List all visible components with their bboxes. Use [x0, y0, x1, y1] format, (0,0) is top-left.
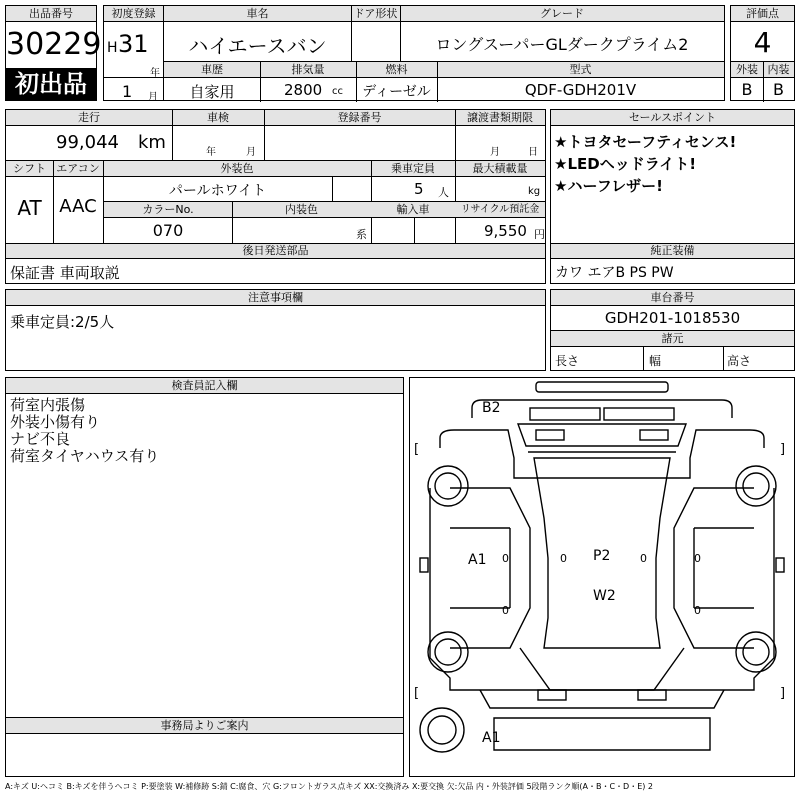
notes-text: 乗車定員:2/5人 — [10, 313, 115, 331]
max-load-unit: kg — [528, 186, 541, 197]
bracket-left-bottom: [ — [414, 686, 420, 701]
front-bumper-right — [638, 690, 666, 700]
height-label: 高さ — [727, 354, 752, 368]
max-load-header: 最大積載量 — [455, 161, 545, 177]
left-side — [430, 488, 470, 690]
selling-point-2: ★LEDヘッドライト! — [554, 155, 697, 173]
interior-header: 内装 — [763, 62, 794, 78]
displacement-unit: cc — [332, 86, 343, 97]
reg-no-header: 登録番号 — [264, 110, 455, 126]
zero-mark-1: 0 — [502, 552, 509, 565]
selling-points-box — [550, 109, 795, 259]
later-parts: 保証書 車両取説 — [10, 264, 120, 282]
transfer-month-unit: 月 — [490, 147, 500, 158]
options-header: 純正装備 — [551, 244, 794, 258]
zero-mark-6: 0 — [694, 604, 701, 617]
score-box — [730, 5, 795, 101]
notes-header: 注意事項欄 — [6, 290, 545, 306]
bracket-right-top: ] — [780, 442, 786, 457]
model-header: 型式 — [437, 62, 724, 78]
first-registration-box — [103, 5, 164, 101]
door-header: ドア形状 — [351, 6, 400, 22]
vehicle-history: 自家用 — [189, 83, 235, 101]
wheel-rear-right — [736, 466, 776, 506]
damage-label-b2: B2 — [482, 400, 501, 416]
year-unit: 年 — [150, 68, 160, 79]
chassis-box — [550, 289, 795, 371]
grade: ロングスーパーGLダークプライム2 — [435, 35, 689, 54]
mileage-value: 99,044 — [56, 132, 119, 153]
fuel-type: ディーゼル — [362, 84, 431, 100]
body-upper — [440, 430, 764, 478]
capacity-value: 5 — [414, 180, 424, 198]
front-bumper-left — [538, 690, 566, 700]
recycle-header: リサイクル預託金 — [455, 202, 545, 218]
selling-point-1: ★トヨタセーフティセンス! — [554, 133, 737, 151]
exterior-color: パールホワイト — [168, 183, 267, 199]
inspector-header: 検査員記入欄 — [6, 378, 403, 394]
zero-mark-3: 0 — [560, 552, 567, 565]
registration-month: 1 — [122, 82, 133, 101]
score-header: 評価点 — [731, 6, 794, 22]
damage-legend: A:キズ U:ヘコミ B:キズを伴うヘコミ P:要塗装 W:補修跡 S:錆 C:腐食、穴 G:フロントガラス点キズ XX:交換済み X:要交換 欠:欠品 内・外装評価 5段階ランク順(A・B・C・D・E) 2 — [5, 782, 654, 791]
ac-type: AAC — [59, 196, 97, 217]
notes-box — [5, 289, 546, 371]
front-hood — [520, 648, 684, 690]
transfer-day-unit: 日 — [528, 147, 538, 158]
rear-outline — [472, 400, 732, 418]
int-color-header: 内装色 — [232, 202, 371, 218]
selling-points-header: セールスポイント — [551, 110, 794, 126]
office-header: 事務局よりご案内 — [6, 718, 403, 734]
right-side — [734, 488, 774, 690]
rear-bumper-top — [536, 382, 668, 392]
exterior-header: 外装 — [731, 62, 763, 78]
interior-score: B — [773, 80, 784, 99]
zero-mark-2: 0 — [502, 604, 509, 617]
fuel-header: 燃料 — [356, 62, 437, 78]
rear-door-right — [604, 408, 674, 420]
registration-year: 31 — [118, 30, 149, 58]
options-box — [550, 258, 795, 284]
wheel-front-right — [736, 632, 776, 672]
wheel-rear-left — [428, 466, 468, 506]
displacement-header: 排気量 — [260, 62, 356, 78]
inspection-header: 車検 — [172, 110, 264, 126]
history-header: 車歴 — [164, 62, 260, 78]
inspector-note-2: 外装小傷有り — [10, 413, 101, 431]
mileage-header: 走行 — [6, 110, 172, 126]
damage-label-a1-side: A1 — [468, 552, 487, 568]
grade-header: グレード — [400, 6, 724, 22]
car-name-header: 車名 — [164, 6, 351, 22]
exterior-score: B — [741, 80, 753, 99]
inspector-box — [5, 377, 404, 718]
capacity-header: 乗車定員 — [371, 161, 455, 177]
length-label: 長さ — [555, 354, 580, 368]
options-list: カワ エアB PS PW — [555, 265, 674, 281]
displacement-value: 2800 — [284, 81, 323, 99]
later-parts-box — [5, 258, 546, 284]
recycle-unit: 円 — [534, 228, 545, 241]
color-no-header: カラーNo. — [104, 202, 232, 218]
chassis-header: 車台番号 — [551, 290, 794, 306]
front-bumper-bottom — [494, 718, 710, 750]
width-label: 幅 — [649, 354, 662, 368]
first-registration-header: 初度登録 — [104, 6, 163, 22]
import-header: 輸入車 — [371, 202, 455, 218]
era-letter: H — [107, 40, 118, 56]
lot-number-header: 出品番号 — [6, 6, 96, 22]
inspector-note-4: 荷室タイヤハウス有り — [10, 447, 160, 465]
lot-number-box — [5, 5, 102, 101]
first-listing-badge: 初出品 — [6, 68, 96, 100]
mileage-unit: km — [138, 132, 166, 153]
color-number: 070 — [152, 221, 184, 240]
bracket-right-bottom: ] — [780, 686, 786, 701]
spec-grid — [5, 109, 546, 259]
zero-mark-5: 0 — [694, 552, 701, 565]
ac-header: エアコン — [53, 161, 103, 177]
car-diagram-box — [409, 377, 795, 777]
damage-label-p2: P2 — [593, 548, 611, 564]
recycle-value: 9,550 — [484, 222, 527, 240]
shift-type: AT — [17, 196, 42, 220]
damage-label-w2: W2 — [593, 588, 616, 604]
later-parts-header: 後日発送部品 — [6, 244, 545, 258]
wheel-front-left — [428, 632, 468, 672]
int-color-unit: 系 — [356, 228, 367, 241]
inspector-note-1: 荷室内張傷 — [10, 396, 86, 414]
dims-header: 諸元 — [551, 331, 794, 346]
car-name: ハイエースバン — [188, 34, 327, 58]
bracket-left-top: [ — [414, 442, 420, 457]
damage-label-a1-bottom: A1 — [482, 730, 501, 746]
lot-number: 30229 — [6, 27, 102, 62]
zero-mark-4: 0 — [640, 552, 647, 565]
office-box — [5, 717, 404, 777]
transfer-header: 譲渡書類期限 — [455, 110, 545, 126]
inspection-year-unit: 年 — [206, 147, 216, 158]
chassis-number: GDH201-1018530 — [604, 309, 741, 327]
car-diagram — [410, 378, 794, 776]
selling-point-3: ★ハーフレザー! — [554, 177, 663, 195]
capacity-unit: 人 — [438, 186, 449, 199]
rear-window — [518, 424, 686, 446]
inspection-month-unit: 月 — [246, 147, 256, 158]
shift-header: シフト — [6, 161, 53, 177]
ext-color-header: 外装色 — [103, 161, 371, 177]
car-info-box — [163, 5, 725, 101]
month-unit: 月 — [148, 92, 158, 103]
spare-tire — [420, 708, 464, 752]
total-score: 4 — [753, 26, 772, 59]
rear-door-left — [530, 408, 600, 420]
inspector-note-3: ナビ不良 — [10, 430, 71, 448]
model-code: QDF-GDH201V — [524, 81, 637, 99]
